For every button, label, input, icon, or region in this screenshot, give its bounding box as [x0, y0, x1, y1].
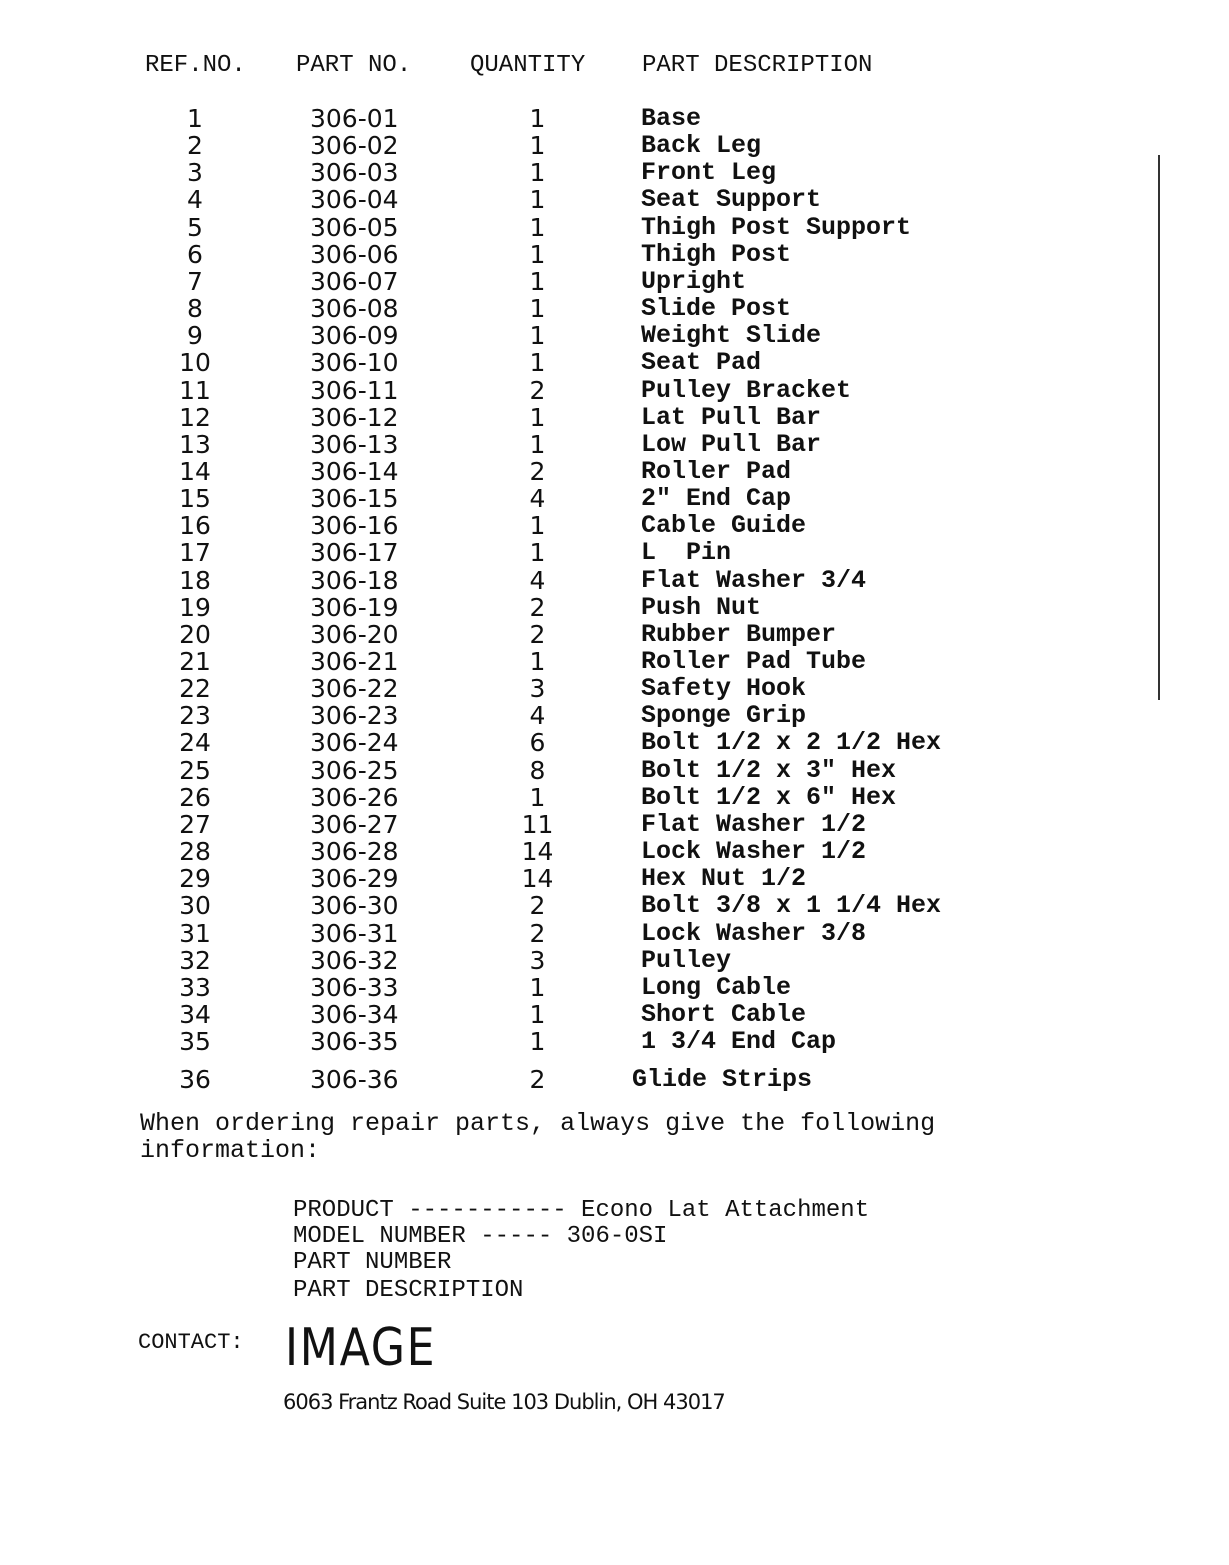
table-row: [0, 131, 1229, 161]
part-no-cell: 306-32: [310, 945, 399, 975]
ref-no-cell: 21: [179, 647, 211, 676]
description-cell: Lat Pull Bar: [641, 402, 822, 432]
ref-no-cell: 32: [179, 945, 211, 975]
description-cell: Seat Support: [641, 185, 822, 215]
quantity-cell: 11: [521, 809, 554, 839]
description-cell: Pulley: [641, 945, 732, 975]
ref-no-cell: 35: [179, 1027, 211, 1057]
table-row: [0, 1027, 1229, 1057]
ref-no-cell: 9: [187, 321, 203, 351]
info-part-number: PART NUMBER: [293, 1249, 452, 1276]
description-cell: Short Cable: [641, 999, 807, 1029]
quantity-cell: 8: [529, 755, 546, 785]
part-no-cell: 306-03: [310, 158, 399, 188]
ref-no-cell: 27: [179, 809, 211, 839]
table-row: [0, 1065, 1229, 1092]
table-row: [0, 647, 1229, 674]
quantity-cell: 1: [529, 321, 546, 351]
part-no-cell: 306-33: [310, 972, 399, 1002]
ref-no-cell: 11: [179, 375, 211, 405]
description-cell: Low Pull Bar: [641, 429, 822, 459]
table-row: [0, 783, 1229, 810]
table-row: [0, 1000, 1229, 1027]
table-row: [0, 158, 1229, 188]
table-row: [0, 946, 1229, 973]
quantity-cell: 2: [529, 592, 546, 622]
description-cell: Bolt 1/2 x 3" Hex: [641, 755, 897, 785]
ref-no-cell: 22: [179, 674, 211, 704]
part-no-cell: 306-17: [310, 538, 399, 568]
ref-no-cell: 10: [179, 348, 211, 378]
description-cell: Flat Washer 1/2: [641, 809, 867, 839]
quantity-cell: 2: [529, 918, 546, 948]
ref-no-cell: 20: [179, 619, 211, 649]
description-cell: Bolt 1/2 x 2 1/2 Hex: [641, 728, 942, 758]
part-no-cell: 306-12: [310, 402, 399, 432]
part-no-cell: 306-36: [310, 1065, 399, 1094]
ref-no-cell: 23: [179, 701, 211, 731]
part-no-cell: 306-10: [310, 348, 399, 378]
ref-no-cell: 13: [179, 429, 211, 459]
quantity-cell: 1: [529, 1027, 546, 1057]
quantity-cell: 1: [529, 999, 546, 1029]
table-row: [0, 321, 1229, 351]
quantity-cell: 1: [529, 131, 546, 161]
ref-no-cell: 15: [179, 484, 211, 514]
description-cell: Upright: [641, 266, 747, 296]
table-row: [0, 919, 1229, 946]
part-no-cell: 306-34: [310, 999, 399, 1029]
table-row: [0, 213, 1229, 240]
quantity-cell: 2: [529, 375, 546, 405]
description-cell: Base: [641, 104, 702, 133]
quantity-cell: 3: [529, 674, 546, 704]
quantity-cell: 4: [529, 484, 546, 514]
ref-no-cell: 17: [179, 538, 211, 568]
part-no-cell: 306-24: [310, 728, 399, 758]
quantity-cell: 1: [529, 782, 546, 812]
description-cell: Sponge Grip: [641, 701, 807, 731]
description-cell: Thigh Post: [641, 239, 792, 269]
part-no-cell: 306-08: [310, 294, 399, 324]
description-cell: 2" End Cap: [641, 484, 792, 514]
table-row: [0, 728, 1229, 758]
description-cell: Lock Washer 1/2: [641, 837, 867, 867]
quantity-cell: 1: [529, 294, 546, 324]
table-row: [0, 538, 1229, 568]
ref-no-cell: 1: [187, 104, 203, 133]
part-no-cell: 306-21: [310, 647, 399, 676]
image-logo: IMAGE: [285, 1318, 437, 1378]
quantity-cell: 2: [529, 891, 546, 921]
info-part-description: PART DESCRIPTION: [293, 1277, 524, 1304]
table-row: [0, 185, 1229, 215]
table-row: [0, 348, 1229, 378]
ref-no-cell: 25: [179, 755, 211, 785]
part-no-cell: 306-04: [310, 185, 399, 215]
part-no-cell: 306-14: [310, 456, 399, 486]
ref-no-cell: 31: [179, 918, 211, 948]
contact-address: 6063 Frantz Road Suite 103 Dublin, OH 43017: [283, 1390, 725, 1414]
description-cell: Glide Strips: [632, 1065, 813, 1094]
table-row: [0, 240, 1229, 267]
quantity-cell: 1: [529, 538, 546, 568]
info-model: MODEL NUMBER ----- 306-0SI: [293, 1223, 668, 1250]
quantity-cell: 4: [529, 565, 546, 595]
quantity-cell: 1: [529, 266, 546, 296]
description-cell: Roller Pad Tube: [641, 647, 867, 676]
table-row: [0, 430, 1229, 457]
description-cell: Lock Washer 3/8: [641, 918, 867, 948]
ref-no-cell: 7: [187, 266, 203, 296]
part-no-cell: 306-05: [310, 212, 399, 242]
part-no-cell: 306-18: [310, 565, 399, 595]
description-cell: L Pin: [641, 538, 732, 568]
part-no-cell: 306-30: [310, 891, 399, 921]
table-row: [0, 756, 1229, 783]
quantity-cell: 2: [529, 456, 546, 486]
quantity-cell: 1: [529, 972, 546, 1002]
part-no-cell: 306-13: [310, 429, 399, 459]
description-cell: Cable Guide: [641, 511, 807, 541]
part-no-cell: 306-11: [310, 375, 399, 405]
ref-no-cell: 34: [179, 999, 211, 1029]
quantity-cell: 2: [529, 619, 546, 649]
table-row: [0, 376, 1229, 403]
quantity-cell: 1: [529, 104, 546, 133]
description-cell: Pulley Bracket: [641, 375, 852, 405]
ref-no-cell: 26: [179, 782, 211, 812]
table-row: [0, 566, 1229, 593]
part-no-cell: 306-06: [310, 239, 399, 269]
ref-no-cell: 19: [179, 592, 211, 622]
part-no-cell: 306-02: [310, 131, 399, 161]
part-no-cell: 306-35: [310, 1027, 399, 1057]
part-no-cell: 306-23: [310, 701, 399, 731]
quantity-cell: 14: [521, 864, 554, 894]
contact-label: CONTACT:: [138, 1330, 244, 1355]
table-row: [0, 810, 1229, 837]
description-cell: Rubber Bumper: [641, 619, 837, 649]
quantity-cell: 1: [529, 402, 546, 432]
quantity-cell: 1: [529, 239, 546, 269]
table-row: [0, 457, 1229, 484]
part-no-cell: 306-27: [310, 809, 399, 839]
ref-no-cell: 36: [179, 1065, 211, 1094]
quantity-cell: 1: [529, 212, 546, 242]
quantity-cell: 1: [529, 348, 546, 378]
table-row: [0, 511, 1229, 541]
ref-no-cell: 6: [187, 239, 203, 269]
table-row: [0, 973, 1229, 1000]
table-row: [0, 864, 1229, 894]
description-cell: Hex Nut 1/2: [641, 864, 807, 894]
ordering-note: When ordering repair parts, always give the following information:: [140, 1109, 936, 1165]
ref-no-cell: 16: [179, 511, 211, 541]
part-no-cell: 306-07: [310, 266, 399, 296]
ref-no-cell: 12: [179, 402, 211, 432]
ref-no-cell: 5: [187, 212, 203, 242]
description-cell: Long Cable: [641, 972, 792, 1002]
description-cell: Roller Pad: [641, 456, 792, 486]
part-no-cell: 306-31: [310, 918, 399, 948]
ref-no-cell: 28: [179, 837, 211, 867]
description-cell: Safety Hook: [641, 674, 807, 704]
ref-no-cell: 33: [179, 972, 211, 1002]
quantity-cell: 3: [529, 945, 546, 975]
table-row: [0, 837, 1229, 867]
quantity-cell: 6: [529, 728, 546, 758]
info-product: PRODUCT ----------- Econo Lat Attachment: [293, 1197, 870, 1224]
table-row: [0, 104, 1229, 131]
table-row: [0, 294, 1229, 324]
ref-no-cell: 3: [187, 158, 203, 188]
part-no-cell: 306-19: [310, 592, 399, 622]
part-no-cell: 306-16: [310, 511, 399, 541]
quantity-cell: 2: [529, 1065, 546, 1094]
description-cell: 1 3/4 End Cap: [641, 1027, 837, 1057]
ref-no-cell: 2: [187, 131, 203, 161]
part-no-cell: 306-15: [310, 484, 399, 514]
part-no-cell: 306-20: [310, 619, 399, 649]
part-no-cell: 306-01: [310, 104, 399, 133]
description-cell: Slide Post: [641, 294, 792, 324]
description-cell: Seat Pad: [641, 348, 762, 378]
ref-no-cell: 8: [187, 294, 203, 324]
ref-no-cell: 24: [179, 728, 211, 758]
table-row: [0, 891, 1229, 921]
part-no-cell: 306-26: [310, 782, 399, 812]
description-cell: Push Nut: [641, 592, 762, 622]
table-row: [0, 593, 1229, 620]
header-description: PART DESCRIPTION: [642, 52, 873, 79]
quantity-cell: 1: [529, 185, 546, 215]
table-row: [0, 620, 1229, 647]
table-row: [0, 484, 1229, 514]
quantity-cell: 1: [529, 511, 546, 541]
ref-no-cell: 29: [179, 864, 211, 894]
quantity-cell: 14: [521, 837, 554, 867]
table-row: [0, 403, 1229, 430]
table-row: [0, 267, 1229, 294]
description-cell: Thigh Post Support: [641, 212, 912, 242]
part-no-cell: 306-28: [310, 837, 399, 867]
header-part-no: PART NO.: [296, 52, 412, 79]
description-cell: Back Leg: [641, 131, 762, 161]
description-cell: Front Leg: [641, 158, 777, 188]
quantity-cell: 1: [529, 647, 546, 676]
table-row: [0, 701, 1229, 731]
table-row: [0, 674, 1229, 704]
part-no-cell: 306-22: [310, 674, 399, 704]
ref-no-cell: 30: [179, 891, 211, 921]
header-quantity: QUANTITY: [470, 52, 586, 79]
quantity-cell: 1: [529, 429, 546, 459]
description-cell: Bolt 1/2 x 6" Hex: [641, 782, 897, 812]
description-cell: Bolt 3/8 x 1 1/4 Hex: [641, 891, 942, 921]
description-cell: Weight Slide: [641, 321, 822, 351]
description-cell: Flat Washer 3/4: [641, 565, 867, 595]
header-ref-no: REF.NO.: [145, 52, 246, 79]
part-no-cell: 306-09: [310, 321, 399, 351]
quantity-cell: 1: [529, 158, 546, 188]
ref-no-cell: 18: [179, 565, 211, 595]
ref-no-cell: 14: [179, 456, 211, 486]
part-no-cell: 306-25: [310, 755, 399, 785]
part-no-cell: 306-29: [310, 864, 399, 894]
ref-no-cell: 4: [187, 185, 203, 215]
quantity-cell: 4: [529, 701, 546, 731]
